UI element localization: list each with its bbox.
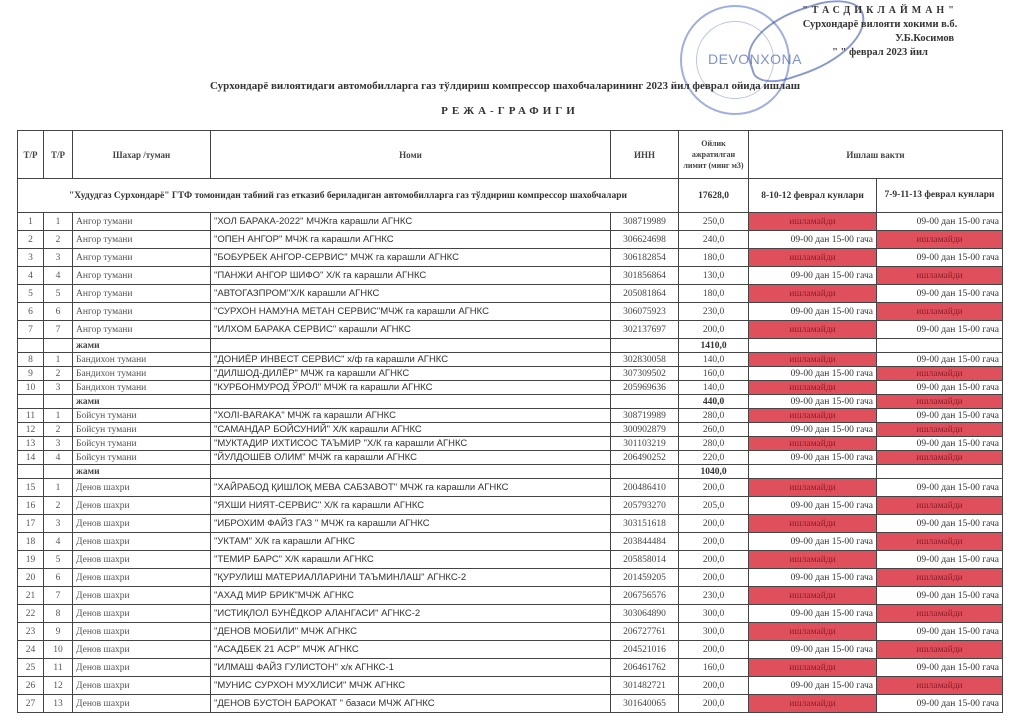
inn-cell: 300902879 (611, 423, 679, 437)
district-cell: Ангор тумани (73, 213, 211, 231)
schedule-days2-cell: 09-00 дан 15-00 гача (877, 213, 1003, 231)
total-tp2-cell (44, 339, 73, 353)
row-subnumber: 2 (44, 423, 73, 437)
schedule-days1-cell: 09-00 дан 15-00 гача (749, 533, 877, 551)
limit-cell: 180,0 (679, 249, 749, 267)
header-tp2: Т/Р (44, 131, 73, 179)
row-subnumber: 13 (44, 695, 73, 713)
row-number: 25 (18, 659, 44, 677)
header-inn: ИНН (611, 131, 679, 179)
row-number: 8 (18, 353, 44, 367)
limit-cell: 260,0 (679, 423, 749, 437)
total-label: жами (73, 339, 211, 353)
limit-cell: 240,0 (679, 231, 749, 249)
schedule-days1-cell: ишламайди (749, 249, 877, 267)
table-row (18, 321, 1003, 339)
district-cell: Денов шахри (73, 641, 211, 659)
schedule-days1-cell: 09-00 дан 15-00 гача (749, 395, 877, 409)
row-subnumber: 10 (44, 641, 73, 659)
schedule-days1-cell: ишламайди (749, 409, 877, 423)
total-label: жами (73, 465, 211, 479)
row-subnumber: 8 (44, 605, 73, 623)
schedule-days1-cell: ишламайди (749, 213, 877, 231)
station-name-cell: "ДИЛШОД-ДИЛЁР" МЧЖ га карашли АГНКС (211, 367, 611, 381)
row-number: 9 (18, 367, 44, 381)
header-district: Шахар /туман (73, 131, 211, 179)
schedule-days2-cell: 09-00 дан 15-00 гача (877, 285, 1003, 303)
total-inn-cell (611, 395, 679, 409)
schedule-days1-cell: ишламайди (749, 515, 877, 533)
row-subnumber: 1 (44, 409, 73, 423)
inn-cell: 306075923 (611, 303, 679, 321)
row-number: 20 (18, 569, 44, 587)
limit-cell: 200,0 (679, 695, 749, 713)
row-subnumber: 2 (44, 231, 73, 249)
row-number: 2 (18, 231, 44, 249)
total-limit: 1410,0 (679, 339, 749, 353)
row-number: 11 (18, 409, 44, 423)
table-row (18, 437, 1003, 451)
schedule-days1-cell: ишламайди (749, 695, 877, 713)
district-cell: Денов шахри (73, 533, 211, 551)
station-name-cell: "ТЕМИР БАРС" Х/К карашли АГНКС (211, 551, 611, 569)
schedule-days1-cell: 09-00 дан 15-00 гача (749, 423, 877, 437)
station-name-cell: "ОПЕН АНГОР" МЧЖ га карашли АГНКС (211, 231, 611, 249)
station-name-cell: "ПАНЖИ АНГОР ШИФО" Х/К га карашли АГНКС (211, 267, 611, 285)
row-number: 12 (18, 423, 44, 437)
row-number: 15 (18, 479, 44, 497)
inn-cell: 303151618 (611, 515, 679, 533)
section-total: 17628,0 (679, 179, 749, 213)
approval-signer: У.Б.Косимов (895, 33, 954, 44)
district-cell: Ангор тумани (73, 249, 211, 267)
station-name-cell: "АВТОГАЗПРОМ"Х/К карашли АГНКС (211, 285, 611, 303)
table-row (18, 451, 1003, 465)
table-row (18, 381, 1003, 395)
limit-cell: 205,0 (679, 497, 749, 515)
table-row (18, 409, 1003, 423)
row-number: 6 (18, 303, 44, 321)
table-row (18, 515, 1003, 533)
row-subnumber: 4 (44, 451, 73, 465)
row-number: 13 (18, 437, 44, 451)
station-name-cell: "ИЛХОМ БАРАКА СЕРВИС" карашли АГНКС (211, 321, 611, 339)
row-number: 3 (18, 249, 44, 267)
inn-cell: 206727761 (611, 623, 679, 641)
limit-cell: 200,0 (679, 677, 749, 695)
district-cell: Денов шахри (73, 695, 211, 713)
header-tp1: Т/Р (18, 131, 44, 179)
district-cell: Ангор тумани (73, 267, 211, 285)
inn-cell: 204521016 (611, 641, 679, 659)
table-row (18, 213, 1003, 231)
row-subnumber: 7 (44, 321, 73, 339)
table-row (18, 605, 1003, 623)
inn-cell: 205081864 (611, 285, 679, 303)
district-cell: Бойсун тумани (73, 423, 211, 437)
station-name-cell: "СУРХОН НАМУНА МЕТАН СЕРВИС"МЧЖ га карашли АГНКС (211, 303, 611, 321)
schedule-days2-cell: 09-00 дан 15-00 гача (877, 321, 1003, 339)
schedule-table (17, 130, 1003, 713)
schedule-days2-cell: 09-00 дан 15-00 гача (877, 551, 1003, 569)
limit-cell: 280,0 (679, 409, 749, 423)
table-row (18, 677, 1003, 695)
table-row (18, 659, 1003, 677)
table-row (18, 303, 1003, 321)
district-cell: Денов шахри (73, 587, 211, 605)
station-name-cell: "ЙУЛДОШЕВ ОЛИМ" МЧЖ га карашли АГНКС (211, 451, 611, 465)
schedule-days2-cell: 09-00 дан 15-00 гача (877, 659, 1003, 677)
limit-cell: 140,0 (679, 353, 749, 367)
schedule-days2-cell: ишламайди (877, 395, 1003, 409)
row-subnumber: 1 (44, 213, 73, 231)
schedule-days2-cell: ишламайди (877, 533, 1003, 551)
station-name-cell: "ХОЛ БАРАКА-2022" МЧЖга карашли АГНКС (211, 213, 611, 231)
row-subnumber: 9 (44, 623, 73, 641)
schedule-days1-cell: 09-00 дан 15-00 гача (749, 641, 877, 659)
total-row (18, 395, 1003, 409)
district-cell: Бойсун тумани (73, 437, 211, 451)
row-subnumber: 3 (44, 249, 73, 267)
limit-cell: 140,0 (679, 381, 749, 395)
district-cell: Денов шахри (73, 569, 211, 587)
total-name-cell (211, 465, 611, 479)
schedule-days1-cell: 09-00 дан 15-00 гача (749, 303, 877, 321)
schedule-days2-cell: ишламайди (877, 231, 1003, 249)
total-limit: 1040,0 (679, 465, 749, 479)
schedule-days2-cell: ишламайди (877, 605, 1003, 623)
station-name-cell: "ИСТИҚЛОЛ БУНЁДКОР АЛАНГАСИ" АГНКС-2 (211, 605, 611, 623)
row-number: 21 (18, 587, 44, 605)
district-cell: Бойсун тумани (73, 409, 211, 423)
inn-cell: 307309502 (611, 367, 679, 381)
row-number: 7 (18, 321, 44, 339)
limit-cell: 180,0 (679, 285, 749, 303)
inn-cell: 306182854 (611, 249, 679, 267)
total-tp1-cell (18, 395, 44, 409)
limit-cell: 130,0 (679, 267, 749, 285)
approval-org: Сурхондарё вилояти хокими в.б. (802, 19, 958, 30)
schedule-days2-cell: 09-00 дан 15-00 гача (877, 381, 1003, 395)
document-title: Сурхондарё вилоятидаги автомобилларга газ тўлдириш компрессор шахобчаларининг 2023 йил феврал ойида ишлаш (209, 80, 801, 92)
row-subnumber: 5 (44, 285, 73, 303)
row-number: 4 (18, 267, 44, 285)
schedule-days2-cell: ишламайди (877, 367, 1003, 381)
schedule-days1-cell: ишламайди (749, 587, 877, 605)
table-row (18, 285, 1003, 303)
row-subnumber: 2 (44, 367, 73, 381)
district-cell: Денов шахри (73, 623, 211, 641)
limit-cell: 200,0 (679, 551, 749, 569)
total-name-cell (211, 339, 611, 353)
station-name-cell: "МУНИС СУРХОН МУХЛИСИ" МЧЖ АГНКС (211, 677, 611, 695)
schedule-days2-cell: 09-00 дан 15-00 гача (877, 515, 1003, 533)
district-cell: Бандихон тумани (73, 367, 211, 381)
district-cell: Денов шахри (73, 551, 211, 569)
document-subtitle: РЕЖА-ГРАФИГИ (441, 105, 579, 117)
station-name-cell: "ИЛМАШ ФАЙЗ ГУЛИСТОН" х/к АГНКС-1 (211, 659, 611, 677)
schedule-days1-cell: 09-00 дан 15-00 гача (749, 367, 877, 381)
section-row (18, 179, 1003, 213)
schedule-days1-cell: ишламайди (749, 479, 877, 497)
row-number: 10 (18, 381, 44, 395)
schedule-days1-cell: ишламайди (749, 285, 877, 303)
row-number: 18 (18, 533, 44, 551)
inn-cell: 205969636 (611, 381, 679, 395)
section-title: "Худудгаз Сурхондарё" ГТФ томонидан табиий газ етказиб бериладиган автомобилларга газ тўлдириш компрессор шахобчалари (18, 179, 679, 213)
inn-cell: 301482721 (611, 677, 679, 695)
table-row (18, 623, 1003, 641)
district-cell: Бойсун тумани (73, 451, 211, 465)
total-row (18, 339, 1003, 353)
schedule-days1-cell: ишламайди (749, 551, 877, 569)
row-subnumber: 3 (44, 381, 73, 395)
schedule-days2-cell (877, 465, 1003, 479)
total-name-cell (211, 395, 611, 409)
row-subnumber: 4 (44, 267, 73, 285)
row-number: 16 (18, 497, 44, 515)
schedule-days2-cell: 09-00 дан 15-00 гача (877, 437, 1003, 451)
schedule-days1-cell: 09-00 дан 15-00 гача (749, 677, 877, 695)
limit-cell: 200,0 (679, 321, 749, 339)
station-name-cell: "ХОЛI-BARAKA" МЧЖ га карашли АГНКС (211, 409, 611, 423)
inn-cell: 306624698 (611, 231, 679, 249)
row-number: 23 (18, 623, 44, 641)
row-subnumber: 1 (44, 353, 73, 367)
inn-cell: 201459205 (611, 569, 679, 587)
header-limit: Ойлик ажратилган лимит (минг м3) (679, 131, 749, 179)
table-row (18, 551, 1003, 569)
district-cell: Ангор тумани (73, 303, 211, 321)
district-cell: Денов шахри (73, 479, 211, 497)
row-number: 26 (18, 677, 44, 695)
schedule-days1-cell: 09-00 дан 15-00 гача (749, 231, 877, 249)
inn-cell: 203844484 (611, 533, 679, 551)
row-subnumber: 3 (44, 437, 73, 451)
inn-cell: 302830058 (611, 353, 679, 367)
schedule-days1-cell: ишламайди (749, 321, 877, 339)
schedule-days2-cell: 09-00 дан 15-00 гача (877, 409, 1003, 423)
approval-title: "ТАСДИКЛАЙМАН" (802, 5, 958, 16)
station-name-cell: "БОБУРБЕК АНГОР-СЕРВИС" МЧЖ га карашли АГНКС (211, 249, 611, 267)
limit-cell: 220,0 (679, 451, 749, 465)
station-name-cell: "УКТАМ" Х/К га карашли АГНКС (211, 533, 611, 551)
header-name: Номи (211, 131, 611, 179)
station-name-cell: "МУКТАДИР ИХТИСОС ТАЪМИР "Х/К га карашли АГНКС (211, 437, 611, 451)
schedule-days2-cell: ишламайди (877, 423, 1003, 437)
row-number: 14 (18, 451, 44, 465)
row-number: 19 (18, 551, 44, 569)
row-number: 17 (18, 515, 44, 533)
inn-cell: 206490252 (611, 451, 679, 465)
schedule-days1-cell: ишламайди (749, 623, 877, 641)
schedule-days2-cell: ишламайди (877, 677, 1003, 695)
station-name-cell: "КУРБОНМУРОД ЎРОЛ" МЧЖ га карашли АГНКС (211, 381, 611, 395)
station-name-cell: "АСАДБЕК 21 АСР" МЧЖ АГНКС (211, 641, 611, 659)
total-tp1-cell (18, 339, 44, 353)
table-row (18, 497, 1003, 515)
inn-cell: 301103219 (611, 437, 679, 451)
schedule-days2-cell: ишламайди (877, 641, 1003, 659)
schedule-days1-cell (749, 465, 877, 479)
row-subnumber: 6 (44, 303, 73, 321)
limit-cell: 300,0 (679, 623, 749, 641)
schedule-days1-cell (749, 339, 877, 353)
header-schedule: Ишлаш вакти (749, 131, 1003, 179)
header-row (18, 131, 1003, 179)
row-number: 1 (18, 213, 44, 231)
district-cell: Денов шахри (73, 497, 211, 515)
limit-cell: 160,0 (679, 367, 749, 381)
district-cell: Ангор тумани (73, 321, 211, 339)
total-tp2-cell (44, 465, 73, 479)
row-subnumber: 5 (44, 551, 73, 569)
row-number: 24 (18, 641, 44, 659)
table-row (18, 231, 1003, 249)
station-name-cell: "ДЕНОВ МОБИЛИ" МЧЖ АГНКС (211, 623, 611, 641)
inn-cell: 301856864 (611, 267, 679, 285)
inn-cell: 308719989 (611, 409, 679, 423)
row-number: 22 (18, 605, 44, 623)
row-subnumber: 4 (44, 533, 73, 551)
row-subnumber: 1 (44, 479, 73, 497)
schedule-days1-cell: ишламайди (749, 381, 877, 395)
schedule-days2-cell: 09-00 дан 15-00 гача (877, 623, 1003, 641)
district-cell: Ангор тумани (73, 231, 211, 249)
inn-cell: 301640065 (611, 695, 679, 713)
schedule-days2-cell: ишламайди (877, 267, 1003, 285)
schedule-days2-cell: 09-00 дан 15-00 гача (877, 587, 1003, 605)
station-name-cell: "АХАД МИР БРИК"МЧЖ АГНКС (211, 587, 611, 605)
section-days1: 8-10-12 феврал кунлари (749, 179, 877, 213)
inn-cell: 302137697 (611, 321, 679, 339)
limit-cell: 230,0 (679, 303, 749, 321)
schedule-days1-cell: 09-00 дан 15-00 гача (749, 451, 877, 465)
schedule-days1-cell: ишламайди (749, 659, 877, 677)
limit-cell: 200,0 (679, 479, 749, 497)
approval-block (760, 4, 1000, 60)
schedule-days2-cell: ишламайди (877, 497, 1003, 515)
limit-cell: 300,0 (679, 605, 749, 623)
schedule-days2-cell: ишламайди (877, 303, 1003, 321)
table-row (18, 423, 1003, 437)
inn-cell: 303064890 (611, 605, 679, 623)
schedule-days2-cell: ишламайди (877, 569, 1003, 587)
schedule-days1-cell: 09-00 дан 15-00 гача (749, 267, 877, 285)
section-days2: 7-9-11-13 феврал кунлари (877, 179, 1003, 213)
row-subnumber: 6 (44, 569, 73, 587)
table-row (18, 249, 1003, 267)
approval-date: " " феврал 2023 йил (832, 47, 928, 58)
schedule-days2-cell: 09-00 дан 15-00 гача (877, 479, 1003, 497)
table-row (18, 367, 1003, 381)
total-tp1-cell (18, 465, 44, 479)
schedule-days1-cell: 09-00 дан 15-00 гача (749, 605, 877, 623)
station-name-cell: "ХАЙРАБОД ҚИШЛОҚ МЕВА САБЗАВОТ" МЧЖ га карашли АГНКС (211, 479, 611, 497)
total-label: жами (73, 395, 211, 409)
limit-cell: 160,0 (679, 659, 749, 677)
table-row (18, 267, 1003, 285)
station-name-cell: "ЯХШИ НИЯТ-СЕРВИС" Х/К га карашли АГНКС (211, 497, 611, 515)
limit-cell: 200,0 (679, 515, 749, 533)
station-name-cell: "ҚУРУЛИШ МАТЕРИАЛЛАРИНИ ТАЪМИНЛАШ" АГНКС-2 (211, 569, 611, 587)
table-body (18, 213, 1003, 713)
district-cell: Денов шахри (73, 659, 211, 677)
total-inn-cell (611, 465, 679, 479)
row-number: 27 (18, 695, 44, 713)
inn-cell: 206461762 (611, 659, 679, 677)
station-name-cell: "ДОНИЁР ИНВЕСТ СЕРВИС" х/ф га карашли АГНКС (211, 353, 611, 367)
schedule-days2-cell: 09-00 дан 15-00 гача (877, 695, 1003, 713)
row-subnumber: 2 (44, 497, 73, 515)
total-row (18, 465, 1003, 479)
total-inn-cell (611, 339, 679, 353)
row-subnumber: 3 (44, 515, 73, 533)
inn-cell: 206756576 (611, 587, 679, 605)
station-name-cell: "САМАНДАР БОЙСУНИЙ" Х/К карашли АГНКС (211, 423, 611, 437)
limit-cell: 280,0 (679, 437, 749, 451)
schedule-days2-cell: ишламайди (877, 451, 1003, 465)
stamp-text: DEVONXONA (708, 51, 802, 67)
inn-cell: 200486410 (611, 479, 679, 497)
district-cell: Денов шахри (73, 677, 211, 695)
table-row (18, 353, 1003, 367)
total-limit: 440,0 (679, 395, 749, 409)
inn-cell: 308719989 (611, 213, 679, 231)
schedule-days1-cell: ишламайди (749, 353, 877, 367)
table-row (18, 533, 1003, 551)
row-number: 5 (18, 285, 44, 303)
table-row (18, 695, 1003, 713)
schedule-days1-cell: 09-00 дан 15-00 гача (749, 569, 877, 587)
district-cell: Бандихон тумани (73, 353, 211, 367)
schedule-days1-cell: ишламайди (749, 437, 877, 451)
station-name-cell: "ДЕНОВ БУСТОН БАРОКАТ " базаси МЧЖ АГНКС (211, 695, 611, 713)
district-cell: Ангор тумани (73, 285, 211, 303)
total-tp2-cell (44, 395, 73, 409)
schedule-days2-cell (877, 339, 1003, 353)
limit-cell: 200,0 (679, 641, 749, 659)
district-cell: Денов шахри (73, 515, 211, 533)
inn-cell: 205858014 (611, 551, 679, 569)
row-subnumber: 11 (44, 659, 73, 677)
schedule-days2-cell: 09-00 дан 15-00 гача (877, 353, 1003, 367)
station-name-cell: "ИБРОХИМ ФАЙЗ ГАЗ " МЧЖ га карашли АГНКС (211, 515, 611, 533)
inn-cell: 205793270 (611, 497, 679, 515)
row-subnumber: 7 (44, 587, 73, 605)
table-row (18, 587, 1003, 605)
district-cell: Денов шахри (73, 605, 211, 623)
schedule-days1-cell: 09-00 дан 15-00 гача (749, 497, 877, 515)
table-row (18, 641, 1003, 659)
limit-cell: 200,0 (679, 533, 749, 551)
table-row (18, 479, 1003, 497)
limit-cell: 200,0 (679, 569, 749, 587)
district-cell: Бандихон тумани (73, 381, 211, 395)
limit-cell: 250,0 (679, 213, 749, 231)
schedule-days2-cell: 09-00 дан 15-00 гача (877, 249, 1003, 267)
row-subnumber: 12 (44, 677, 73, 695)
limit-cell: 230,0 (679, 587, 749, 605)
table-row (18, 569, 1003, 587)
